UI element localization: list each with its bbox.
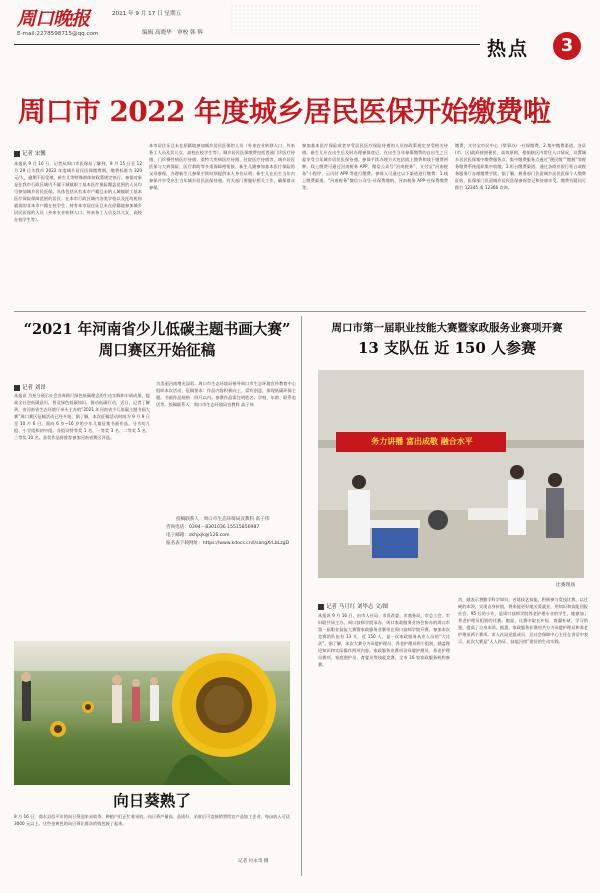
photo-caption: 比赛现场 (556, 583, 576, 588)
story2-headline-line1: “2021 年河南省少儿低碳主题书画大赛” (23, 321, 291, 338)
masthead-logo: 周口晚报 (17, 8, 90, 30)
story4-headline: 向日葵熟了 (113, 791, 191, 810)
lead-col-2: 本市居住证且未在原籍地参加城乡居民医保的人员（外来农业转移人口、外来务工人员及其儿女、高校在校学生等）。城乡居民医保缴费包括普通门诊医疗待遇、门诊慢性病医疗待遇、重特大疾病医疗待遇、住院医疗待遇等，城乡居民医保与大病保险、医疗救助等多重保障相衔接。新生儿随参加基本医疗保险的父母参保，办理新生儿参保手续时须提供本人身份证明；新生儿在出生当年内参保并享受出生当年城乡居民医保待遇。有关部门要做好相关工作，确保群众参保。 (149, 143, 295, 190)
story2-headline (14, 320, 300, 362)
competition-banner-text: 务力讲播 富出成敬 融合水平 (371, 437, 473, 446)
byline-marker-icon (318, 604, 324, 610)
lead-byline (14, 149, 46, 157)
masthead-date: 2021 年 9 月 17 日 星期五 (112, 11, 182, 17)
section-title: 热点 (487, 38, 530, 60)
story3-headline-line1: 周口市第一届职业技能大赛暨家政服务业赛项开赛 (331, 322, 563, 334)
story4-credit: 记者 付永奇 摄 (238, 859, 269, 864)
page-number-badge (553, 32, 581, 60)
story2-contact-block (156, 516, 296, 548)
byline-marker-icon (14, 151, 20, 157)
story2-byline (14, 383, 46, 391)
masthead (0, 0, 600, 64)
lead-headline: 周口市 2022 年度城乡居民医保开始缴费啦 (18, 95, 551, 128)
story3-byline (318, 602, 388, 610)
story2-headline-line2: 周口赛区开始征稿 (98, 342, 216, 359)
story2-col-2: 为美丽河南增光添彩。周口市生态环境局指导周口市生态环境宣传教育中心组织本次活动，征稿要求：作品内容积极向上、富有创意，体现低碳环保主题。书画作品规格：四尺以内。参赛作品需注明姓名、学校、年龄、联系电话等。投稿联系人：周口市生态环境局宣教科 高子伟 (156, 381, 296, 407)
masthead-email: E-mail:2278598715@qq.com (17, 31, 99, 37)
story3-col-1: 本报讯 9 月 16 日，由市人社局、市发改委、市商务局、市总工会、市妇联共同主办，周口技师学院承办，周口家政服务业协会协办的周口市第一届职业技能大赛暨家政服务业赛项在周口技师学院开赛。参加本次竞赛的队伍有 13 支，近 150 人，是一次家政服务从业人员的“大比武”。据了解，本次大赛分为母婴护理员、养老护理员两个组别，涵盖理论知识和实际操作两项内容。家政服务业赛项设母婴护理员、养老护理员赛项，家庭照护员、育婴员等技能竞赛，全市 16 家家政服务机构参赛。 (318, 613, 450, 667)
masthead-proofreader: 审校 韩 辉 (177, 30, 204, 36)
story2-col-1: 本报讯 为充分展示社会各界践行绿色低碳理念的生动实践和丰硕成果，提高全社会低碳意识，普及绿色低碳知识，推动低碳行动，近日，记者了解到，由河南省生态环境厅牵头主办的“2021 年河南省少儿低碳主题书画大赛”周口赛区征稿活动已经开始。据了解，本次征稿活动时间为 9 月 9 日至 10 月 6 日。面向 6 岁~16 岁的少年儿童征集书画作品。分为幼儿组、小学组和初中组。各组设特等奖 1 名、一等奖 3 名、二等奖 5 名、三等奖 10 名。获奖作品将推荐参加河南省赛区评选。 (14, 393, 150, 440)
competition-photo (318, 370, 584, 578)
story3-headline-line2: 13 支队伍 近 150 人参赛 (357, 339, 537, 357)
masthead-editor-name: 编辑 高晓华 (142, 30, 172, 36)
lead-col-1: 本报讯 9 月 16 日，记者从周口市医保局了解到，9 月 15 日至 12 月 29 日为我市 2022 年度城乡居民医保缴费期，缴费标准为 320 元/人，逾期不再受理。新生儿等特殊群体按政策规定执行。参保对象是在我市行政区域内不属于城镇职工基本医疗保险覆盖范围的人员均可参加城乡居民医保。具体包括具有本市户籍且未纳入城镇职工基本医疗保险保障范围的居民；在本市行政区域内各类学校以及托幼机构就读的非本市户籍在校学生；持有本市居住证且未在原籍地参加城乡居民医保的人员（外来农业转移人口、外来务工人员及其儿女、高校在校学生等）。 (14, 161, 142, 222)
sunflower-field-graphic (14, 641, 290, 785)
lead-col-3: 参加基本医疗保险或者享受居民医疗保险待遇的人员按政策规定享受相关待遇。新生儿应在出生后及时办理参保登记，在出生当年参保缴费的自出生之日起享受当年城乡居民医保待遇。参保手续办理方式包括线上缴费和线下缴费两种。线上缴费可通过河南税务 APP、微信公众号“河南税务”、支付宝“河南税务”小程序、云闪付 APP 等进行缴费。参保人可通过以下渠道进行缴费：1.线上缴费渠道。“河南税务”微信公众号-社保费缴纳、河南税务 APP-社保费缴费等。 (302, 143, 448, 190)
page-number: 3 (560, 35, 574, 56)
lead-col-4: 缴费，支付宝市民中心（掌事办）-社保缴费。2.集中缴费渠道。各县(市、区)政府按照便民、高效原则，根据辖区内常住人口情况，设置城乡居民医保集中缴费服务点。集中缴费服务点通过“便民缴”“缴税”等税务缴费系统组织集中收缴。3.柜台缴费渠道。通过各商业银行柜台或税务服务厅办理缴费手续。据了解，税务部门负责城乡居民医保个人缴费征收，医保部门负责城乡居民医保参保登记和待遇享受。缴费有疑问可拨打 12345 或 12366 咨询。 (455, 143, 586, 190)
masthead-texture (230, 4, 480, 34)
story4-text: 9 月 16 日，商水县西平乡的向日葵迎来采收季，种植户们正忙着采收。向日葵产量高、品质好，采收后可直接销售给农产品加工企业，每亩收入可达 3000 元以上。这些金黄色的向日葵让群众的钱包鼓了起来。 (14, 814, 290, 826)
story2-contact: 投稿联系人：周口市生态环境局宣教科 高子伟 (176, 517, 270, 522)
lead-bottom-divider (14, 311, 586, 312)
story2-email: 电子邮箱：zkhjxjk@126.com (166, 533, 230, 538)
story2-byline-text: 记者 刘昂 (22, 385, 46, 391)
lead-byline-text: 记者 宋馨 (22, 151, 46, 157)
competition-scene-graphic (318, 370, 584, 578)
masthead-editor (142, 28, 203, 36)
sunflower-photo (14, 641, 290, 785)
column-divider (301, 316, 302, 876)
masthead-divider (14, 44, 480, 45)
byline-marker-icon (14, 385, 20, 391)
story2-phone: 咨询电话：0394－8301036 15515856987 (166, 525, 260, 530)
story3-col-2: 功，她表示将勤学科学知识，苦练技艺技能，积极参与竞技比赛，以过硬的本领，实现自身价值，将来能更好地关爱就业，用知识和技能回报社会。95 后的小许，是周口技师学院养老护理专业的学生，她参加了养老护理员组别的比赛。她说，比赛中取长补短、查漏补缺、学习借鉴，提高了自身本领。据悉，家政服务业赛项共分为母婴护理员和养老护理员两个赛项。市人社局党组成员、总社会保障中心主任在讲话中表示，此次大赛是“人人持证、技能河南”建设的生动实践。 (458, 597, 588, 644)
story3-headline (306, 320, 588, 360)
story3-byline-text: 记者 马月红 刘毕志 文/图 (326, 604, 389, 610)
story2-form-link[interactable]: 报名表下载网址：https://www.kdocs.cn/l/sangXrLbLzgD (166, 541, 290, 546)
